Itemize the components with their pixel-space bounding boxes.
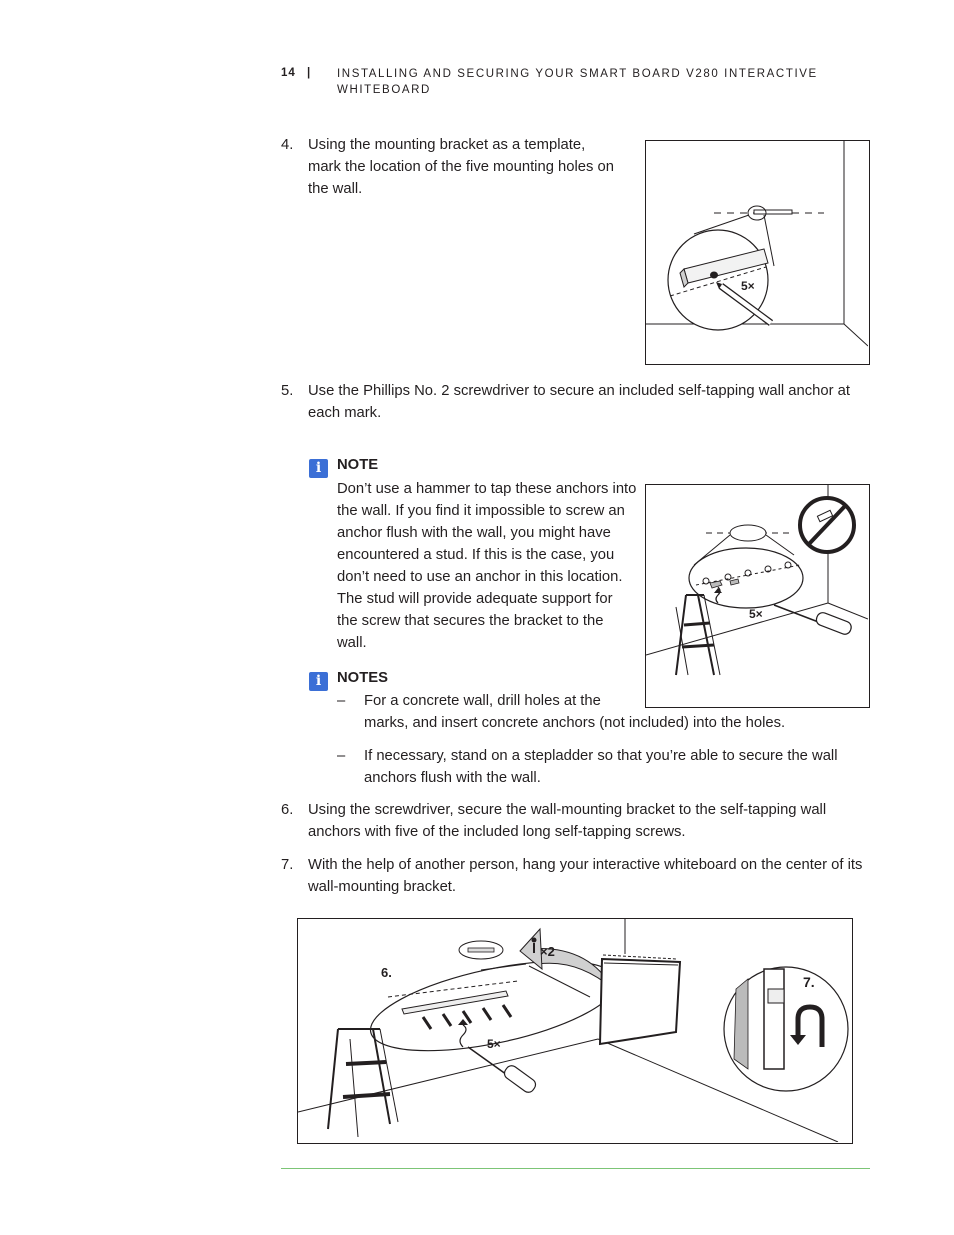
notes-heading: NOTES <box>337 670 388 686</box>
step-6-text: Using the screwdriver, secure the wall-mounting bracket to the self-tapping wall anchors with five of the included long self-tapping screws. <box>308 802 827 840</box>
note-heading: NOTE <box>337 457 379 473</box>
fig3-count-label: 5× <box>487 1037 501 1051</box>
fig3-people-label: ×2 <box>540 944 555 959</box>
notes-info-icon: i <box>309 672 328 691</box>
fig3-step6-label: 6. <box>381 965 392 980</box>
chapter-title: INSTALLING AND SECURING YOUR SMART BOARD V280 INTERACTIVE WHITEBOARD <box>337 68 818 96</box>
footer-rule <box>281 1168 870 1169</box>
step-4-text: Using the mounting bracket as a template, mark the location of the five mounting holes on the wall. <box>308 137 614 197</box>
notes-item-2-text: If necessary, stand on a stepladder so that you’re able to secure the wall anchors flush with the wall. <box>364 748 838 786</box>
fig3-step7-label: 7. <box>803 974 815 990</box>
note-info-icon: i <box>309 459 328 478</box>
step-7-number: 7. <box>281 857 294 873</box>
fig1-count-label: 5× <box>741 279 755 293</box>
step-7-text: With the help of another person, hang your interactive whiteboard on the center of its wall-mounting bracket. <box>308 857 863 895</box>
fig2-count-label: 5× <box>749 607 763 621</box>
step-5-number: 5. <box>281 383 294 399</box>
note-text: Don’t use a hammer to tap these anchors into the wall. If you find it impossible to screw an anchor flush with the wall, you might have encountered a stud. If this is the case, you don’t need to use an anchor in this location. The stud will provide adequate support for the screw that secures the bracket to the wall. <box>337 481 637 651</box>
figure-mark-holes <box>645 140 870 365</box>
page-number: 14 <box>281 67 296 79</box>
step-5-text: Use the Phillips No. 2 screwdriver to secure an included self-tapping wall anchor at each mark. <box>308 383 851 421</box>
notes-item-2-dash: – <box>337 748 346 764</box>
header-separator: | <box>307 67 312 79</box>
figure-install-anchors <box>645 484 870 708</box>
figure-mount-board <box>297 918 853 1144</box>
step-4-number: 4. <box>281 137 294 153</box>
notes-item-1-line-a: For a concrete wall, drill holes at the <box>364 693 601 709</box>
notes-item-1-dash: – <box>337 693 346 709</box>
notes-item-1-line-b: marks, and insert concrete anchors (not included) into the holes. <box>364 715 786 731</box>
step-6-number: 6. <box>281 802 294 818</box>
